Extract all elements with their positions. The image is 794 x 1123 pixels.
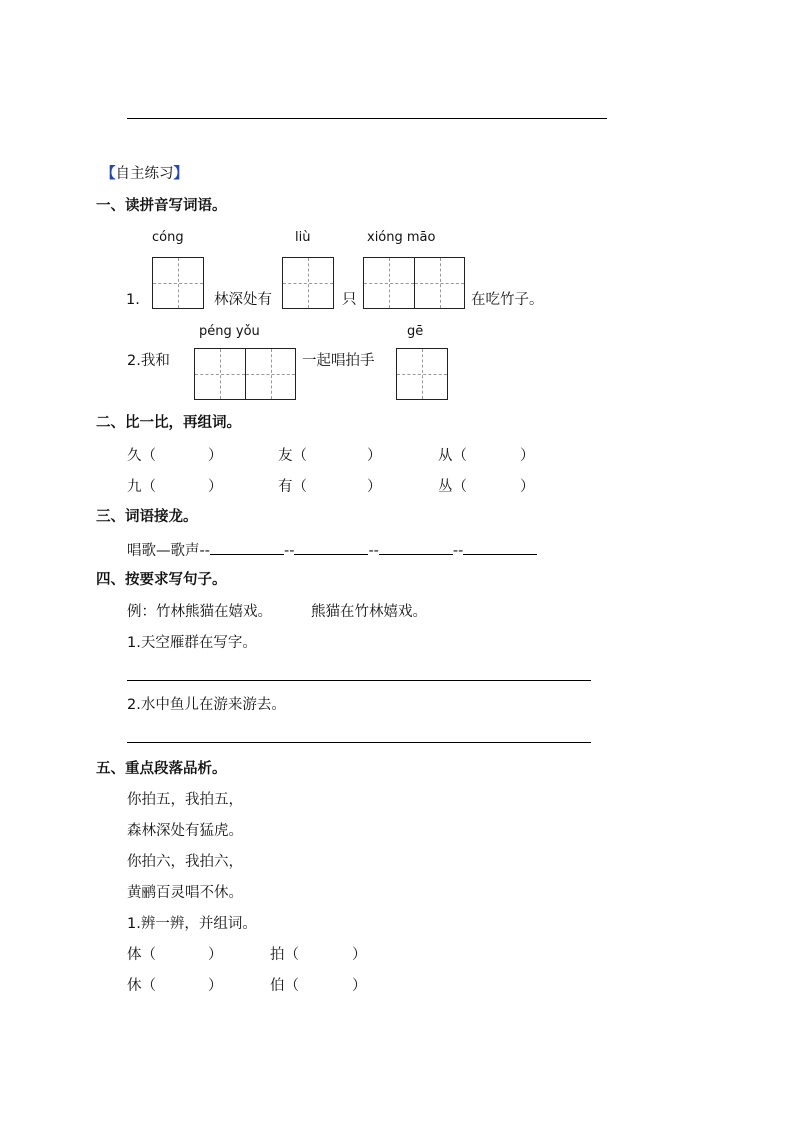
q5-sub1: 1.辨一辨，并组词。 [127,916,257,932]
pinyin-cong: cóng [152,230,184,245]
q1-line2: 2.我和 [127,353,170,369]
q5-r2-a-close: ） [208,978,223,994]
word-chain-row: 唱歌—歌声-- -- -- -- [127,540,537,560]
q2-r2-c-close: ） [520,479,535,495]
q5-heading: 五、重点段落品析。 [96,761,227,777]
q1-line1-text3: 在吃竹子。 [471,292,544,308]
answer-grid-ge[interactable] [396,348,448,400]
q5-r2-a-open: 休（ [127,978,156,994]
section-title: 【自主练习】 [101,166,188,182]
q5-r1-a-open: 体（ [127,947,156,963]
q2-r1-c-open: 从（ [438,448,467,464]
answer-line-1[interactable] [127,680,591,681]
q1-line1-num: 1. [126,292,140,308]
pinyin-xiongmao: xióng māo [367,230,436,245]
answer-grid-liu[interactable] [282,257,334,309]
poem-line-4: 黄鹂百灵唱不休。 [127,885,243,901]
q5-r1-b-open: 拍（ [270,947,299,963]
q2-heading: 二、比一比，再组词。 [96,415,241,431]
q2-r2-b-open: 有（ [278,479,307,495]
poem-line-3: 你拍六，我拍六， [127,854,243,870]
q4-heading: 四、按要求写句子。 [96,572,227,588]
q2-r1-a-open: 久（ [127,448,156,464]
chain-blank-4[interactable] [463,540,537,555]
q2-r1-a-close: ） [208,448,223,464]
q5-r1-a-close: ） [208,947,223,963]
pinyin-liu: liù [295,230,311,245]
answer-line-2[interactable] [127,742,591,743]
chain-blank-1[interactable] [210,540,284,555]
q4-sentence-2: 2.水中鱼儿在游来游去。 [127,697,286,713]
q1-line2-text2: 一起唱拍手 [302,353,375,369]
q2-r2-a-close: ） [208,479,223,495]
q5-r1-b-close: ） [352,947,367,963]
top-rule [127,118,607,119]
q3-heading: 三、词语接龙。 [96,509,198,525]
q1-line1-text1: 林深处有 [214,292,272,308]
q2-r1-c-close: ） [520,448,535,464]
q2-r1-b-close: ） [367,448,382,464]
q1-line1-text2: 只 [342,292,357,308]
q4-example: 例：竹林熊猫在嬉戏。 [127,604,272,620]
chain-blank-3[interactable] [379,540,453,555]
q5-r2-b-close: ） [352,978,367,994]
q5-r2-b-open: 伯（ [270,978,299,994]
answer-grid-cong[interactable] [152,257,204,309]
word-chain-start: 唱歌—歌声 [127,543,200,559]
poem-line-1: 你拍五，我拍五， [127,792,243,808]
q2-r2-b-close: ） [367,479,382,495]
q2-r2-a-open: 九（ [127,479,156,495]
answer-grid-xiongmao[interactable] [363,257,465,309]
q4-sentence-1: 1.天空雁群在写字。 [127,635,257,651]
answer-grid-pengyou[interactable] [194,348,296,400]
pinyin-pengyou: péng yǒu [199,324,260,339]
q1-heading: 一、读拼音写词语。 [96,198,227,214]
q2-r1-b-open: 友（ [278,448,307,464]
q4-example-answer: 熊猫在竹林嬉戏。 [311,604,427,620]
q2-r2-c-open: 丛（ [438,479,467,495]
pinyin-ge: gē [407,324,424,339]
poem-line-2: 森林深处有猛虎。 [127,823,243,839]
chain-blank-2[interactable] [294,540,368,555]
